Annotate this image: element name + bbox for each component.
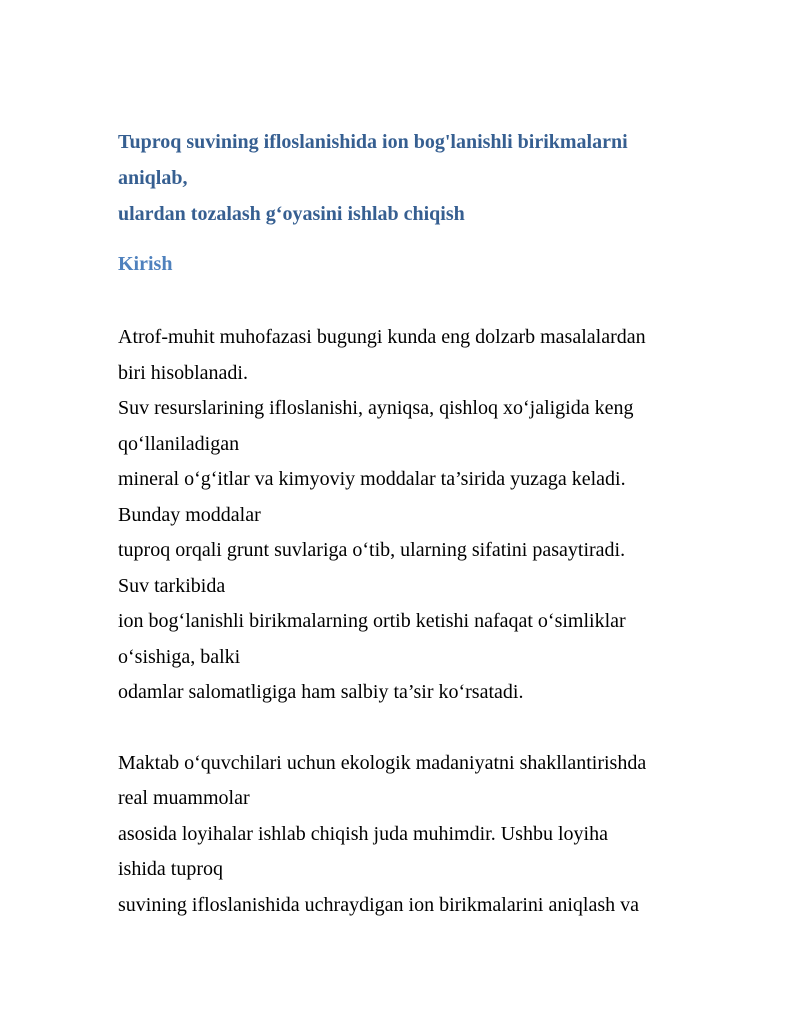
text-line: Suv resurslarining ifloslanishi, ayniqsa, qishloq xo‘jaligida keng [118, 397, 634, 419]
section-heading: Kirish [118, 253, 173, 275]
title-line: aniqlab, [118, 167, 188, 189]
text-line: biri hisoblanadi. [118, 361, 248, 384]
paragraph-2 [118, 746, 718, 924]
text-line: ishida tuproq [118, 858, 223, 880]
text-line: Atrof-muhit muhofazasi bugungi kunda eng dolzarb masalalardan [118, 326, 646, 348]
paragraph-1 [118, 320, 718, 711]
text-line: Maktab o‘quvchilari uchun ekologik madaniyatni shakllantirishda [118, 751, 647, 774]
document-title [118, 124, 718, 232]
title-line: Tuproq suvining ifloslanishida ion bog'lanishli birikmalarni [118, 131, 628, 153]
text-line: Suv tarkibida [118, 574, 226, 597]
text-line: o‘sishiga, balki [118, 645, 241, 668]
text-line: ion bog‘lanishli birikmalarning ortib ketishi nafaqat o‘simliklar [118, 610, 626, 632]
text-line: asosida loyihalar ishlab chiqish juda muhimdir. Ushbu loyiha [118, 822, 608, 845]
text-line: odamlar salomatligiga ham salbiy ta’sir ko‘rsatadi. [118, 681, 524, 703]
text-line: tuproq orqali grunt suvlariga o‘tib, ularning sifatini pasaytiradi. [118, 539, 626, 561]
text-line: suvining ifloslanishida uchraydigan ion birikmalarini aniqlash va [118, 893, 640, 916]
text-line: mineral o‘g‘itlar va kimyoviy moddalar ta’sirida yuzaga keladi. [118, 468, 626, 490]
document-content [118, 124, 718, 923]
text-line: real muammolar [118, 787, 250, 809]
text-line: Bunday moddalar [118, 503, 261, 526]
title-line: ulardan tozalash g‘oyasini ishlab chiqish [118, 203, 465, 225]
text-line: qo‘llaniladigan [118, 432, 240, 455]
